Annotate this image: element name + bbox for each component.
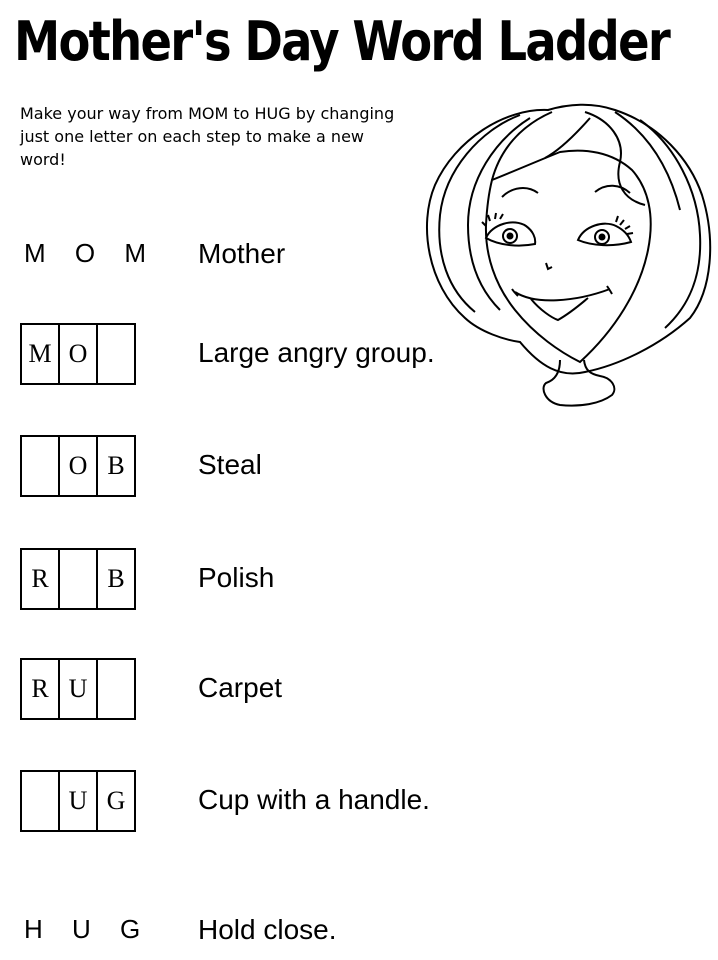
letter-box[interactable] <box>98 325 134 383</box>
clue-text: Cup with a handle. <box>198 784 430 815</box>
clue-text: Carpet <box>198 672 283 703</box>
ladder-step-mom <box>0 224 718 284</box>
ladder-step-4 <box>0 548 718 608</box>
clue-text: Polish <box>198 562 275 593</box>
end-word: H U G <box>24 914 152 944</box>
ladder-step-hug <box>0 900 718 960</box>
letter-boxes <box>20 658 136 720</box>
letter-box[interactable] <box>98 660 134 718</box>
clue-text: Mother <box>198 238 286 269</box>
start-word: M O M <box>24 238 157 268</box>
letter-box[interactable] <box>60 550 98 608</box>
ladder-step-6 <box>0 770 718 830</box>
letter-box[interactable]: U <box>60 660 98 718</box>
letter-box[interactable]: R <box>22 550 60 608</box>
letter-box[interactable]: O <box>60 437 98 495</box>
letter-boxes <box>20 323 136 385</box>
letter-boxes <box>20 435 136 497</box>
instructions-text: Make your way from MOM to HUG by changing just one letter on each step to make a new word! <box>20 104 395 169</box>
letter-box[interactable]: G <box>106 786 126 815</box>
clue-text: Steal <box>198 449 262 480</box>
clue-text: Large angry group. <box>198 337 435 368</box>
letter-box[interactable] <box>22 437 60 495</box>
ladder-step-3 <box>0 435 718 495</box>
clue-text: Hold close. <box>198 914 337 945</box>
ladder-step-5 <box>0 658 718 718</box>
letter-box[interactable]: B <box>107 451 125 480</box>
letter-box[interactable]: M <box>22 325 60 383</box>
letter-box[interactable]: R <box>22 660 60 718</box>
letter-boxes <box>20 770 136 832</box>
letter-box[interactable] <box>22 772 60 830</box>
letter-boxes <box>20 548 136 610</box>
letter-box[interactable]: U <box>60 772 98 830</box>
ladder-step-2 <box>0 323 718 383</box>
letter-box[interactable]: O <box>60 325 98 383</box>
letter-box[interactable]: B <box>107 564 125 593</box>
page-title: Mother's Day Word Ladder <box>14 10 670 73</box>
